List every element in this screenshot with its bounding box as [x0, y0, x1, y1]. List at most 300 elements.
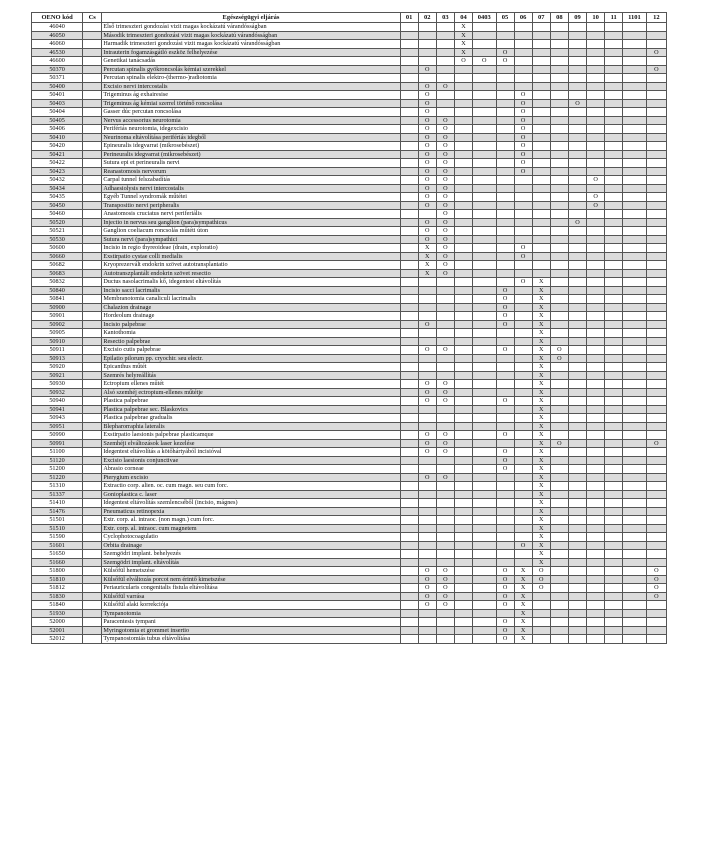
- mark-cell: [623, 295, 646, 304]
- mark-cell: X: [532, 380, 550, 389]
- table-row: [32, 99, 667, 108]
- mark-cell: [454, 159, 472, 168]
- mark-cell: [532, 635, 550, 644]
- mark-cell: [568, 405, 586, 414]
- oeno-code-cell: 52000: [32, 618, 83, 627]
- mark-cell: [587, 91, 605, 100]
- mark-cell: [587, 40, 605, 49]
- mark-cell: O: [496, 303, 514, 312]
- mark-cell: O: [514, 159, 532, 168]
- mark-cell: [514, 473, 532, 482]
- mark-cell: [587, 57, 605, 66]
- mark-cell: X: [532, 278, 550, 287]
- mark-cell: [568, 244, 586, 253]
- mark-cell: [568, 48, 586, 57]
- oeno-code-cell: 50530: [32, 235, 83, 244]
- mark-cell: X: [532, 422, 550, 431]
- mark-cell: [473, 618, 496, 627]
- mark-cell: [623, 601, 646, 610]
- table-row: [32, 558, 667, 567]
- mark-cell: [473, 499, 496, 508]
- mark-cell: [532, 150, 550, 159]
- mark-cell: [436, 618, 454, 627]
- mark-cell: [568, 201, 586, 210]
- oeno-code-cell: 52001: [32, 626, 83, 635]
- mark-cell: [623, 218, 646, 227]
- mark-cell: [496, 184, 514, 193]
- mark-cell: [418, 74, 436, 83]
- mark-cell: O: [496, 567, 514, 576]
- mark-cell: O: [418, 584, 436, 593]
- table-row: [32, 567, 667, 576]
- mark-cell: [623, 193, 646, 202]
- mark-cell: [473, 286, 496, 295]
- mark-cell: [454, 108, 472, 117]
- mark-cell: [496, 533, 514, 542]
- cs-cell: [83, 125, 102, 134]
- table-row: [32, 550, 667, 559]
- table-row: [32, 473, 667, 482]
- mark-cell: [400, 159, 418, 168]
- mark-cell: [454, 473, 472, 482]
- mark-cell: [473, 184, 496, 193]
- mark-cell: X: [532, 482, 550, 491]
- mark-cell: [550, 405, 568, 414]
- mark-cell: [646, 371, 666, 380]
- mark-cell: [436, 558, 454, 567]
- procedure-name-cell: Tympanotomia: [102, 609, 400, 618]
- mark-cell: [587, 210, 605, 219]
- oeno-code-cell: 51800: [32, 567, 83, 576]
- mark-cell: [605, 116, 623, 125]
- mark-cell: [646, 31, 666, 40]
- oeno-code-cell: 50990: [32, 431, 83, 440]
- mark-cell: [587, 397, 605, 406]
- mark-cell: [454, 388, 472, 397]
- mark-cell: [454, 193, 472, 202]
- oeno-code-cell: 50370: [32, 65, 83, 74]
- mark-cell: O: [436, 567, 454, 576]
- oeno-code-cell: 50460: [32, 210, 83, 219]
- cs-cell: [83, 567, 102, 576]
- mark-cell: [568, 74, 586, 83]
- table-row: [32, 74, 667, 83]
- procedure-name-cell: Myringotomia et grommet insertio: [102, 626, 400, 635]
- mark-cell: [473, 465, 496, 474]
- mark-cell: [623, 210, 646, 219]
- procedure-name-cell: Plastica palpebrae gradualis: [102, 414, 400, 423]
- mark-cell: [568, 626, 586, 635]
- mark-cell: O: [496, 397, 514, 406]
- mark-cell: X: [532, 405, 550, 414]
- oeno-code-cell: 50991: [32, 439, 83, 448]
- mark-cell: [436, 371, 454, 380]
- oeno-code-cell: 50423: [32, 167, 83, 176]
- table-row: [32, 626, 667, 635]
- mark-cell: [568, 354, 586, 363]
- mark-cell: [623, 516, 646, 525]
- cs-cell: [83, 337, 102, 346]
- mark-cell: [532, 184, 550, 193]
- cs-cell: [83, 303, 102, 312]
- mark-cell: [587, 507, 605, 516]
- procedure-name-cell: Perifériás neurotomia, idegexcisio: [102, 125, 400, 134]
- mark-cell: [605, 499, 623, 508]
- mark-cell: [568, 269, 586, 278]
- mark-cell: [400, 312, 418, 321]
- procedure-name-cell: Pterygium excisio: [102, 473, 400, 482]
- oeno-code-cell: 50406: [32, 125, 83, 134]
- mark-cell: [418, 524, 436, 533]
- mark-cell: [454, 592, 472, 601]
- mark-cell: [568, 193, 586, 202]
- mark-cell: [532, 31, 550, 40]
- mark-cell: [418, 31, 436, 40]
- procedure-name-cell: Tympanostomiás tubus eltávolítása: [102, 635, 400, 644]
- table-row: [32, 405, 667, 414]
- cs-cell: [83, 150, 102, 159]
- cs-cell: [83, 184, 102, 193]
- mark-cell: [587, 184, 605, 193]
- mark-cell: [587, 609, 605, 618]
- oeno-code-cell: 52012: [32, 635, 83, 644]
- mark-cell: [514, 48, 532, 57]
- mark-cell: O: [646, 567, 666, 576]
- mark-cell: O: [514, 541, 532, 550]
- cs-cell: [83, 575, 102, 584]
- mark-cell: [454, 575, 472, 584]
- mark-cell: [568, 448, 586, 457]
- mark-cell: [605, 99, 623, 108]
- cs-cell: [83, 507, 102, 516]
- mark-cell: [436, 499, 454, 508]
- mark-cell: [496, 99, 514, 108]
- mark-cell: [514, 363, 532, 372]
- mark-cell: [587, 150, 605, 159]
- mark-cell: [418, 286, 436, 295]
- mark-cell: [454, 312, 472, 321]
- mark-cell: [473, 490, 496, 499]
- mark-cell: [587, 303, 605, 312]
- mark-cell: [550, 550, 568, 559]
- mark-cell: [514, 499, 532, 508]
- mark-cell: [473, 601, 496, 610]
- mark-cell: [623, 82, 646, 91]
- mark-cell: X: [532, 312, 550, 321]
- mark-cell: [623, 57, 646, 66]
- mark-cell: [605, 303, 623, 312]
- mark-cell: O: [418, 167, 436, 176]
- mark-cell: [496, 150, 514, 159]
- mark-cell: [473, 422, 496, 431]
- mark-cell: [532, 193, 550, 202]
- mark-cell: [418, 23, 436, 32]
- mark-cell: [473, 346, 496, 355]
- mark-cell: [587, 448, 605, 457]
- mark-cell: [400, 193, 418, 202]
- mark-cell: [605, 252, 623, 261]
- mark-cell: [454, 329, 472, 338]
- mark-cell: [400, 278, 418, 287]
- mark-cell: [496, 371, 514, 380]
- mark-cell: [400, 133, 418, 142]
- procedure-name-cell: Incisio palpebrae: [102, 320, 400, 329]
- mark-cell: [605, 40, 623, 49]
- table-row: [32, 125, 667, 134]
- mark-cell: [568, 397, 586, 406]
- mark-cell: [436, 363, 454, 372]
- mark-cell: [454, 303, 472, 312]
- oeno-code-cell: 51650: [32, 550, 83, 559]
- mark-cell: [514, 490, 532, 499]
- mark-cell: [454, 295, 472, 304]
- cs-cell: [83, 57, 102, 66]
- mark-cell: [454, 609, 472, 618]
- mark-cell: [587, 618, 605, 627]
- mark-cell: [473, 584, 496, 593]
- mark-cell: O: [550, 346, 568, 355]
- mark-cell: [550, 567, 568, 576]
- mark-cell: [496, 388, 514, 397]
- mark-cell: [514, 558, 532, 567]
- table-row: [32, 363, 667, 372]
- mark-cell: [454, 601, 472, 610]
- mark-cell: [473, 193, 496, 202]
- mark-cell: X: [532, 346, 550, 355]
- mark-cell: [646, 99, 666, 108]
- mark-cell: [496, 218, 514, 227]
- mark-cell: [473, 567, 496, 576]
- mark-cell: [436, 295, 454, 304]
- mark-cell: O: [436, 431, 454, 440]
- table-row: [32, 184, 667, 193]
- mark-cell: [550, 329, 568, 338]
- mark-cell: [454, 184, 472, 193]
- cs-cell: [83, 558, 102, 567]
- mark-cell: [436, 456, 454, 465]
- procedure-name-cell: Autotranszplantált endokrin szövet resectio: [102, 269, 400, 278]
- oeno-code-cell: 50951: [32, 422, 83, 431]
- mark-cell: [400, 235, 418, 244]
- procedure-name-cell: Kantothomia: [102, 329, 400, 338]
- mark-cell: [550, 337, 568, 346]
- mark-cell: [605, 635, 623, 644]
- mark-cell: [532, 116, 550, 125]
- mark-cell: [418, 456, 436, 465]
- column-header: 10: [587, 13, 605, 23]
- table-row: [32, 210, 667, 219]
- cs-cell: [83, 65, 102, 74]
- mark-cell: [496, 609, 514, 618]
- mark-cell: O: [454, 57, 472, 66]
- mark-cell: X: [454, 23, 472, 32]
- table-row: [32, 235, 667, 244]
- mark-cell: O: [418, 592, 436, 601]
- mark-cell: [514, 286, 532, 295]
- mark-cell: O: [418, 116, 436, 125]
- cs-cell: [83, 601, 102, 610]
- mark-cell: [514, 431, 532, 440]
- procedure-name-cell: Második trimeszteri gondozási vizit magas kockázatú várandósságban: [102, 31, 400, 40]
- mark-cell: [496, 524, 514, 533]
- procedure-name-cell: Szemrés helyreállítás: [102, 371, 400, 380]
- cs-cell: [83, 210, 102, 219]
- mark-cell: O: [418, 218, 436, 227]
- mark-cell: X: [532, 354, 550, 363]
- mark-cell: [623, 482, 646, 491]
- mark-cell: [646, 405, 666, 414]
- cs-cell: [83, 524, 102, 533]
- mark-cell: [496, 516, 514, 525]
- procedure-name-cell: Chalazion drainage: [102, 303, 400, 312]
- mark-cell: [436, 516, 454, 525]
- mark-cell: [436, 278, 454, 287]
- procedure-name-cell: Orbita drainage: [102, 541, 400, 550]
- mark-cell: [587, 286, 605, 295]
- mark-cell: [646, 278, 666, 287]
- mark-cell: [550, 218, 568, 227]
- mark-cell: [568, 133, 586, 142]
- mark-cell: [605, 133, 623, 142]
- column-header: 01: [400, 13, 418, 23]
- mark-cell: [496, 541, 514, 550]
- mark-cell: [496, 176, 514, 185]
- mark-cell: [532, 91, 550, 100]
- mark-cell: O: [587, 201, 605, 210]
- mark-cell: [550, 176, 568, 185]
- mark-cell: [532, 626, 550, 635]
- mark-cell: [568, 150, 586, 159]
- mark-cell: [568, 320, 586, 329]
- oeno-code-cell: 51501: [32, 516, 83, 525]
- cs-cell: [83, 363, 102, 372]
- mark-cell: O: [514, 167, 532, 176]
- mark-cell: [646, 541, 666, 550]
- mark-cell: [454, 558, 472, 567]
- mark-cell: [646, 482, 666, 491]
- oeno-code-cell: 50941: [32, 405, 83, 414]
- oeno-code-cell: 50450: [32, 201, 83, 210]
- procedure-name-cell: Egyéb Tunnel syndromák műtétei: [102, 193, 400, 202]
- mark-cell: [605, 397, 623, 406]
- oeno-code-cell: 50403: [32, 99, 83, 108]
- mark-cell: [587, 278, 605, 287]
- mark-cell: [646, 133, 666, 142]
- oeno-code-cell: 50943: [32, 414, 83, 423]
- mark-cell: [514, 371, 532, 380]
- mark-cell: [418, 558, 436, 567]
- mark-cell: [473, 329, 496, 338]
- cs-cell: [83, 252, 102, 261]
- column-header: Cs: [83, 13, 102, 23]
- mark-cell: [496, 65, 514, 74]
- mark-cell: [568, 499, 586, 508]
- mark-cell: [532, 218, 550, 227]
- mark-cell: [496, 550, 514, 559]
- mark-cell: [623, 558, 646, 567]
- mark-cell: [400, 584, 418, 593]
- table-row: [32, 592, 667, 601]
- oeno-code-cell: 50660: [32, 252, 83, 261]
- mark-cell: O: [496, 48, 514, 57]
- cs-cell: [83, 533, 102, 542]
- mark-cell: [646, 74, 666, 83]
- procedure-name-cell: Extr. corp. al. intraoc. (non magn.) cum forc.: [102, 516, 400, 525]
- mark-cell: [605, 218, 623, 227]
- table-row: [32, 380, 667, 389]
- mark-cell: O: [496, 618, 514, 627]
- mark-cell: [418, 507, 436, 516]
- mark-cell: [400, 116, 418, 125]
- mark-cell: [568, 609, 586, 618]
- mark-cell: [436, 48, 454, 57]
- mark-cell: [400, 150, 418, 159]
- mark-cell: [473, 74, 496, 83]
- mark-cell: O: [436, 201, 454, 210]
- mark-cell: X: [514, 567, 532, 576]
- mark-cell: [587, 422, 605, 431]
- mark-cell: O: [418, 91, 436, 100]
- mark-cell: [605, 74, 623, 83]
- mark-cell: [623, 99, 646, 108]
- mark-cell: [473, 524, 496, 533]
- mark-cell: [454, 524, 472, 533]
- mark-cell: [454, 380, 472, 389]
- mark-cell: [473, 116, 496, 125]
- mark-cell: [418, 490, 436, 499]
- mark-cell: [454, 584, 472, 593]
- mark-cell: [568, 363, 586, 372]
- mark-cell: [473, 575, 496, 584]
- mark-cell: [418, 295, 436, 304]
- mark-cell: [623, 499, 646, 508]
- mark-cell: O: [418, 388, 436, 397]
- mark-cell: [454, 320, 472, 329]
- mark-cell: [568, 167, 586, 176]
- mark-cell: [605, 108, 623, 117]
- cs-cell: [83, 482, 102, 491]
- mark-cell: [568, 295, 586, 304]
- mark-cell: [568, 635, 586, 644]
- mark-cell: O: [418, 133, 436, 142]
- table-row: [32, 40, 667, 49]
- mark-cell: [623, 465, 646, 474]
- mark-cell: [646, 167, 666, 176]
- mark-cell: X: [514, 618, 532, 627]
- column-header: 09: [568, 13, 586, 23]
- mark-cell: [454, 507, 472, 516]
- mark-cell: [587, 431, 605, 440]
- mark-cell: [454, 439, 472, 448]
- mark-cell: [473, 91, 496, 100]
- table-row: [32, 312, 667, 321]
- mark-cell: [496, 278, 514, 287]
- mark-cell: [623, 618, 646, 627]
- mark-cell: O: [587, 193, 605, 202]
- mark-cell: X: [514, 584, 532, 593]
- mark-cell: [605, 142, 623, 151]
- mark-cell: [646, 244, 666, 253]
- mark-cell: O: [418, 439, 436, 448]
- mark-cell: [623, 431, 646, 440]
- procedure-name-cell: Periauricularis congenitalis fistula eltávolítása: [102, 584, 400, 593]
- mark-cell: [496, 91, 514, 100]
- mark-cell: [646, 490, 666, 499]
- cs-cell: [83, 295, 102, 304]
- mark-cell: [496, 405, 514, 414]
- table-row: [32, 635, 667, 644]
- mark-cell: [496, 74, 514, 83]
